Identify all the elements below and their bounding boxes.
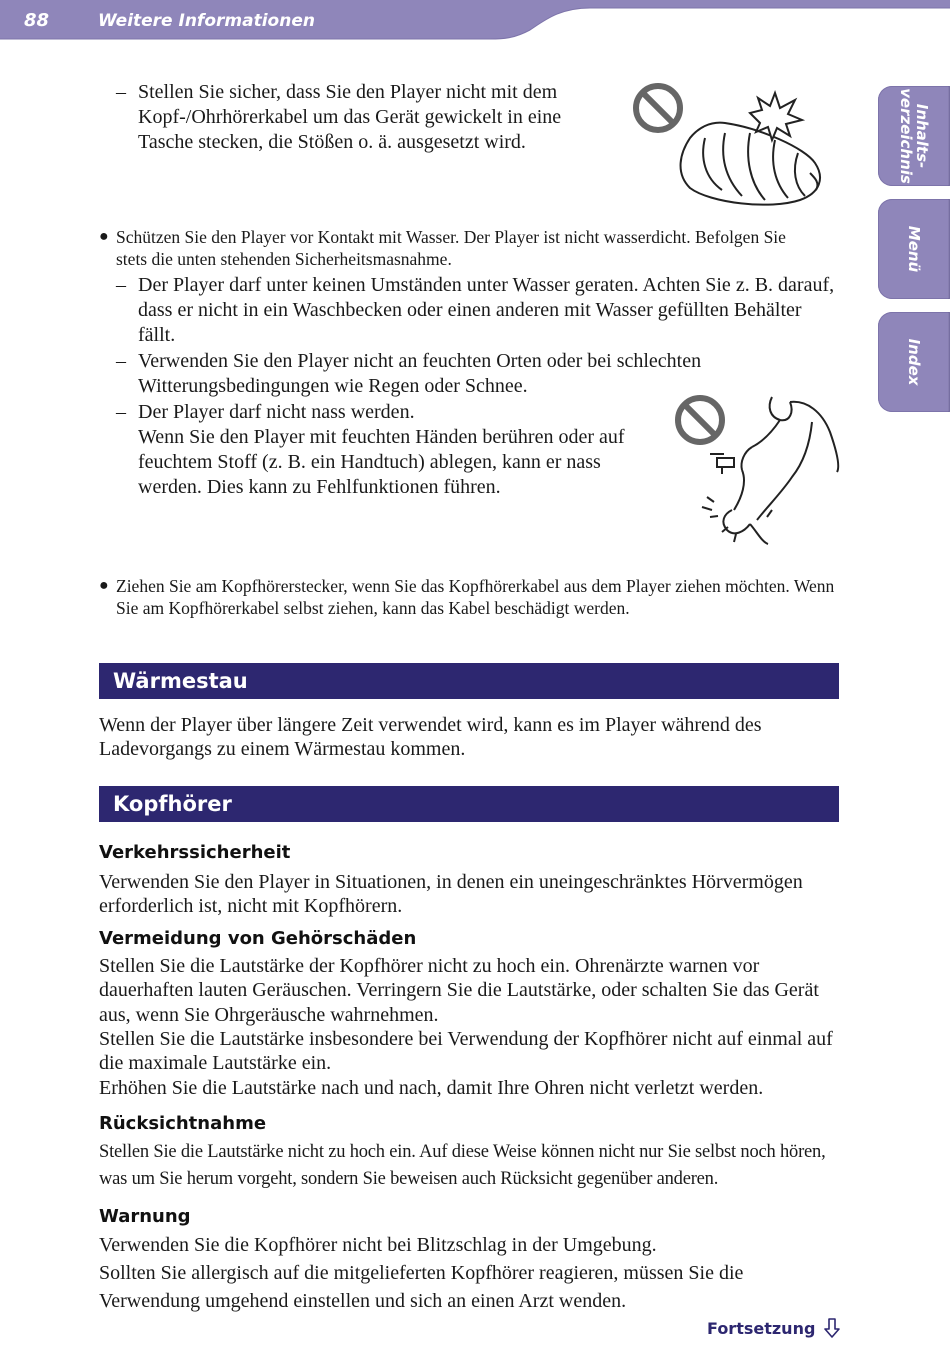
water-dash-1-text: Der Player darf unter keinen Umständen unter Wasser geraten. Achten Sie z. B. darauf, dass er nicht in ein Waschbecken oder einen anderen mit Wasser gefüllten Behälter fällt. (138, 274, 835, 346)
water-dash-1: – Der Player darf unter keinen Umständen unter Wasser geraten. Achten Sie z. B. darauf, dass er nicht in ein Waschbecken oder einen anderen mit Wasser gefüllten Behälter fällt. (116, 274, 835, 346)
consideration-text: Stellen Sie die Lautstärke nicht zu hoch ein. Auf diese Weise können nicht nur Sie selbst noch hören, was um Sie herum vorgeht, sondern Sie beweisen auch Rücksicht gegenüber anderen. (99, 1142, 826, 1189)
plug-bullet-item: ● Ziehen Sie am Kopfhörerstecker, wenn Sie das Kopfhörerkabel aus dem Player ziehen möchten. Wenn Sie am Kopfhörerkabel selbst ziehen, kann das Kabel beschädigt werden. (99, 576, 835, 618)
water-dash-3-line1: Der Player darf nicht nass werden. (138, 401, 415, 423)
plug-bullet-text: Ziehen Sie am Kopfhörerstecker, wenn Sie das Kopfhörerkabel aus dem Player ziehen möchten. Wenn Sie am Kopfhörerkabel selbst ziehen, kann das Kabel beschädigt werden. (116, 576, 835, 618)
continuation-label: Fortsetzung (707, 1319, 816, 1338)
heading-headphones: Kopfhörer (99, 786, 839, 822)
tab-menu-label: Menü (905, 225, 923, 273)
heading-heat: Wärmestau (99, 663, 839, 699)
cable-warning-item: – Stellen Sie sicher, dass Sie den Player nicht mit dem Kopf-/Ohrhörerkabel um das Gerät gewickelt in eine Tasche stecken, die Stößen o. ä. ausgesetzt wird. (116, 81, 562, 153)
water-bullet-item: ● Schützen Sie den Player vor Kontakt mit Wasser. Der Player ist nicht wasserdicht. Befolgen Sie stets die unten stehenden Sicherheitsmasnahme. (99, 227, 786, 269)
tab-menu[interactable] (878, 199, 950, 299)
hearing-text-2: Stellen Sie die Lautstärke insbesondere bei Verwendung der Kopfhörer nicht auf einmal auf die maximale Lautstärke ein. (99, 1028, 833, 1075)
warning-text-2: Sollten Sie allergisch auf die mitgelieferten Kopfhörer reagieren, müssen Sie die Verwendung umgehend einstellen und sich an einen Arzt wenden. (99, 1262, 744, 1312)
cable-warning-text: Stellen Sie sicher, dass Sie den Player nicht mit dem Kopf-/Ohrhörerkabel um das Gerät gewickelt in eine Tasche stecken, die Stößen o. ä. ausgesetzt wird. (138, 81, 562, 153)
subheading-warning: Warnung (99, 1206, 191, 1227)
impact-burst-icon (750, 93, 802, 140)
section-label: Weitere Informationen (98, 11, 315, 31)
bag-prohibited-illustration (630, 78, 830, 213)
subheading-consideration: Rücksichtnahme (99, 1113, 267, 1134)
traffic-text: Verwenden Sie den Player in Situationen, in denen ein uneingeschränktes Hörvermögen erforderlich ist, nicht mit Kopfhörern. (99, 871, 803, 918)
water-dash-3-rest: Wenn Sie den Player mit feuchten Händen berühren oder auf feuchtem Stoff (z. B. ein Handtuch) ablegen, kann er nass werden. Dies kann zu Fehlfunktionen führen. (138, 426, 625, 498)
subheading-hearing: Vermeidung von Gehörschäden (99, 928, 417, 949)
water-dash-3: – Der Player darf nicht nass werden. Wenn Sie den Player mit feuchten Händen berühren oder auf feuchtem Stoff (z. B. ein Handtuch) ablegen, kann er nass werden. Dies kann zu Fehlfunktionen führen. (138, 400, 643, 500)
tab-contents[interactable] (878, 86, 950, 186)
hearing-text-1: Stellen Sie die Lautstärke der Kopfhörer nicht zu hoch ein. Ohrenärzte warnen vor dauerhaften lauten Geräuschen. Verringern Sie die Lautstärke, oder schalten Sie das Gerät aus, wenn Sie Ohrgeräusche wahrnehmen. (99, 955, 819, 1026)
heat-text: Wenn der Player über längere Zeit verwendet wird, kann es im Player während des Ladevorgangs zu einem Wärmestau kommen. (99, 714, 762, 761)
arrow-down-icon (824, 1318, 840, 1338)
continuation-link[interactable] (707, 1318, 840, 1338)
water-dash-2-text: Verwenden Sie den Player nicht an feuchten Orten oder bei schlechten Witterungsbedingungen wie Regen oder Schnee. (138, 350, 702, 397)
tab-index[interactable] (878, 312, 950, 412)
water-dash-2: – Verwenden Sie den Player nicht an feuchten Orten oder bei schlechten Witterungsbedingungen wie Regen oder Schnee. (116, 350, 702, 397)
warning-text-1: Verwenden Sie die Kopfhörer nicht bei Blitzschlag in der Umgebung. (99, 1234, 657, 1256)
prohibited-icon (678, 398, 722, 442)
water-bullet-text: Schützen Sie den Player vor Kontakt mit Wasser. Der Player ist nicht wasserdicht. Befolgen Sie stets die unten stehenden Sicherheitsmasnahme. (116, 227, 786, 269)
tab-contents-label: Inhalts- verzeichnis (897, 88, 931, 184)
subheading-traffic: Verkehrssicherheit (99, 842, 291, 863)
prohibited-icon (636, 86, 680, 130)
tab-index-label: Index (905, 338, 923, 386)
page-number: 88 (24, 10, 50, 31)
wet-hands-prohibited-illustration (672, 392, 842, 552)
hearing-text-3: Erhöhen Sie die Lautstärke nach und nach, damit Ihre Ohren nicht verletzt werden. (99, 1077, 764, 1099)
